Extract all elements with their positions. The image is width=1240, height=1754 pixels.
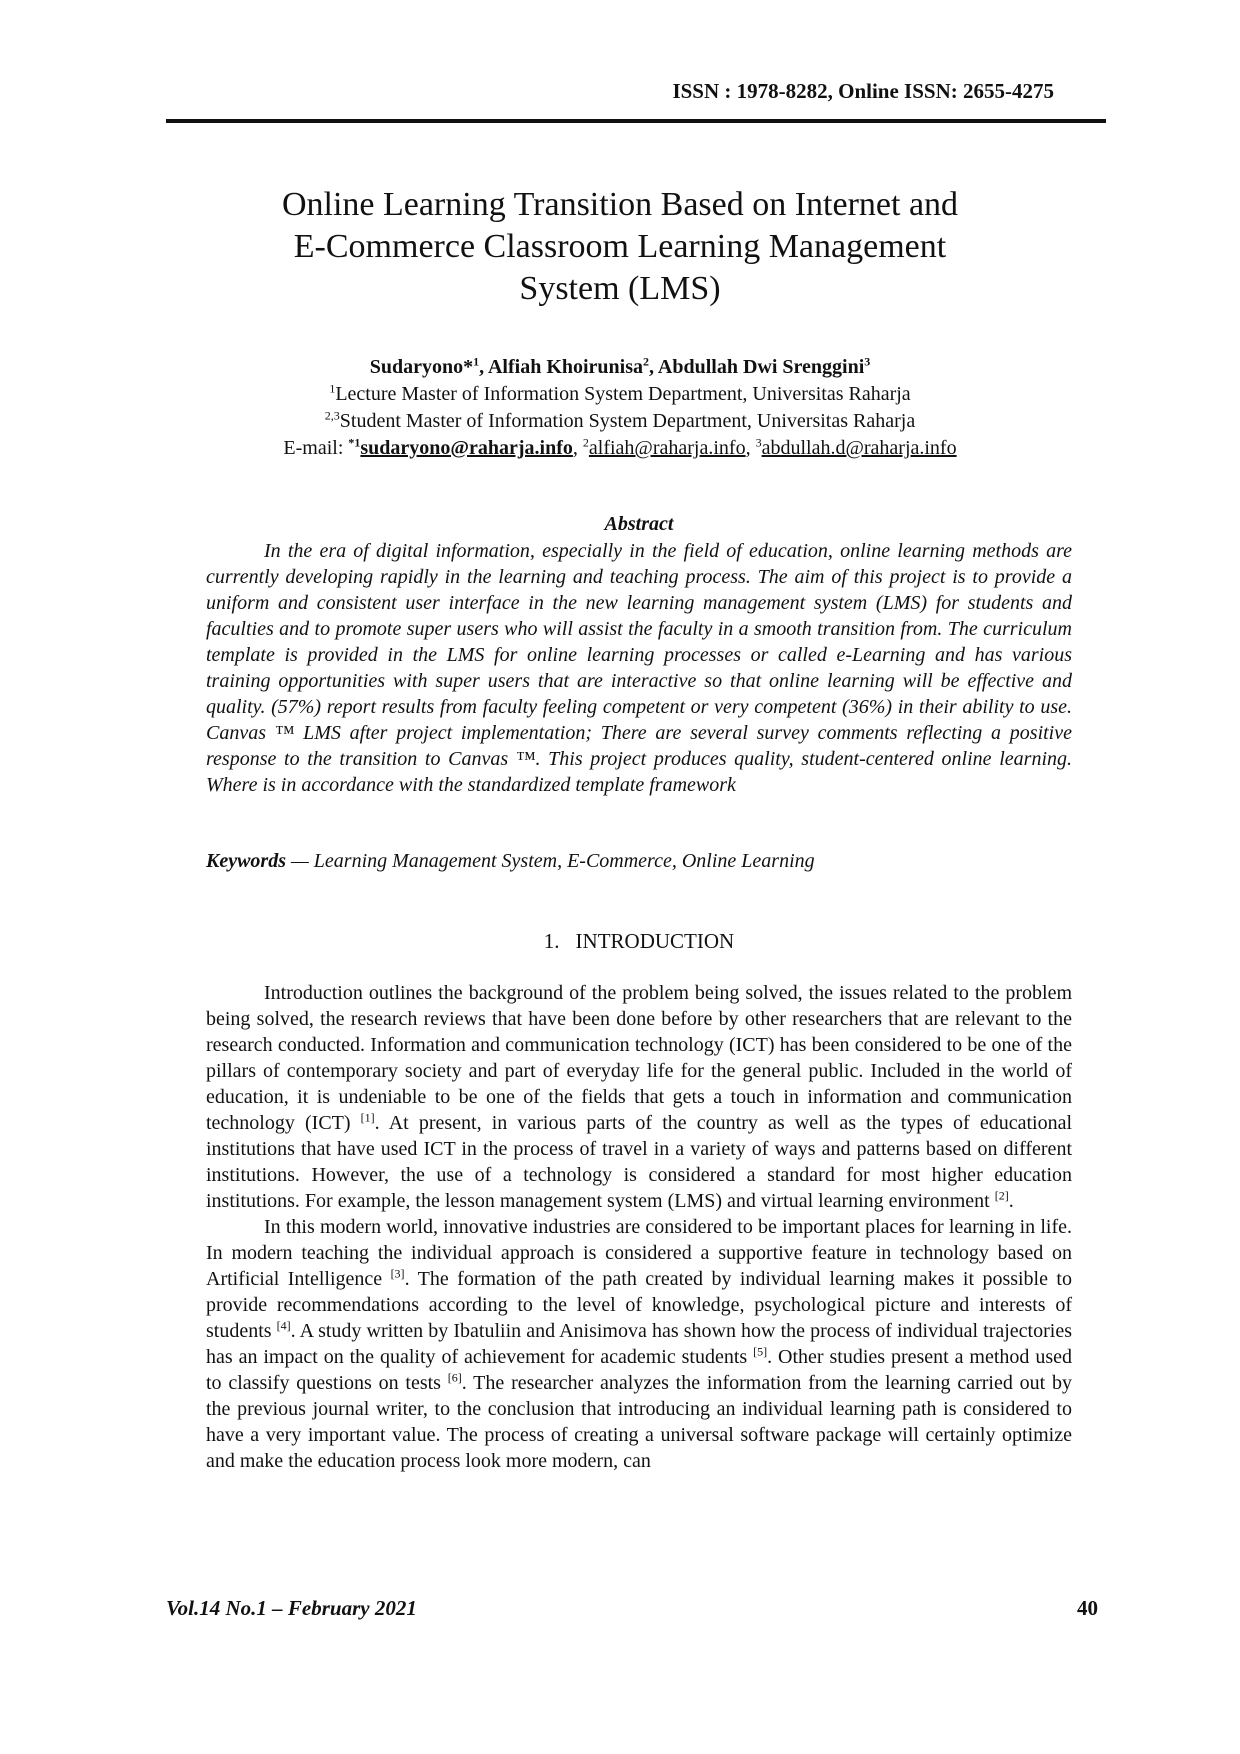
author-2: , Alfiah Khoirunisa [479, 356, 644, 378]
intro-p2-text-e: . The researcher analyzes the information from the learning carried out by the previous journal writer, to the conclusion that introducing an individual learning path is considered to have a very important value. The process of creating a universal software package will certainly optimize and make the education process look more modern, can [206, 1372, 1072, 1472]
email-3-link[interactable]: abdullah.d@raharja.info [761, 437, 957, 459]
email-3-sup: 3 [755, 435, 762, 450]
citation-1: [1] [360, 1110, 375, 1125]
paper-title [200, 184, 1040, 310]
citation-3: [3] [390, 1266, 405, 1281]
author-block [180, 354, 1060, 462]
author-1: Sudaryono* [369, 356, 474, 378]
email-2-link[interactable]: alfiah@raharja.info [588, 437, 746, 459]
intro-p1-text-b: . At present, in various parts of the country as well as the types of educational institutions that have used ICT in the process of travel in a variety of ways and patterns based on different institutions. However, the use of a technology is considered a standard for most higher education institutions. For example, the lesson management system (LMS) and virtual learning environment [206, 1112, 1073, 1212]
keywords-label: Keywords [206, 850, 286, 872]
citation-6: [6] [447, 1370, 462, 1385]
abstract-heading: Abstract [604, 513, 674, 535]
header-rule [166, 119, 1106, 123]
author-3-sup: 3 [864, 354, 871, 369]
email-sep-2: , [745, 437, 756, 459]
affiliation-2 [180, 408, 1060, 435]
footer-volume: Vol.14 No.1 – February 2021 [166, 1596, 417, 1620]
email-sep-1: , [572, 437, 583, 459]
affiliation-2-text: Student Master of Information System Department, Universitas Raharja [339, 410, 916, 432]
email-2-sup: 2 [582, 435, 589, 450]
affiliation-1-sup: 1 [329, 381, 336, 396]
intro-paragraph-2 [206, 1214, 1072, 1474]
affiliation-1-text: Lecture Master of Information System Department, Universitas Raharja [335, 383, 911, 405]
section-heading-introduction [206, 929, 1072, 954]
footer-page-number: 40 [1077, 1596, 1098, 1620]
author-names [180, 354, 1060, 381]
intro-p2-text-d: . Other studies present a method used to classify questions on tests [206, 1346, 1073, 1394]
intro-p2-text-b: . The formation of the path created by individual learning makes it possible to provide recommendations according to the level of knowledge, psychological picture and interests of students [206, 1268, 1072, 1342]
intro-p2-text-c: . A study written by Ibatuliin and Anisimova has shown how the process of individual trajectories has an impact on the quality of achievement for academic students [206, 1320, 1072, 1368]
title-line-1: Online Learning Transition Based on Internet and [281, 186, 959, 223]
title-line-2: E-Commerce Classroom Learning Management [293, 228, 947, 265]
author-3: , Abdullah Dwi Srenggini [649, 356, 865, 378]
email-1-link[interactable]: sudaryono@raharja.info [360, 437, 573, 459]
citation-2: [2] [994, 1188, 1009, 1203]
author-1-sup: 1 [473, 354, 480, 369]
author-2-sup: 2 [643, 354, 650, 369]
keywords-text: — Learning Management System, E-Commerce, Online Learning [286, 850, 815, 872]
section-title: INTRODUCTION [575, 929, 735, 953]
issn-header: ISSN : 1978-8282, Online ISSN: 2655-4275 [672, 79, 1054, 103]
affiliation-1 [180, 381, 1060, 408]
intro-p1-text-c: . [1008, 1190, 1014, 1212]
citation-4: [4] [276, 1318, 291, 1333]
affiliation-2-sup: 2,3 [324, 408, 340, 423]
keywords-line [206, 850, 1072, 873]
email-line [180, 435, 1060, 462]
section-number: 1. [543, 929, 560, 953]
abstract-text: In the era of digital information, especially in the field of education, online learning methods are currently developing rapidly in the learning and teaching process. The aim of this project is to provide a uniform and consistent user interface in the new learning management system (LMS) for students and faculties and to promote super users who will assist the faculty in a smooth transition from. The curriculum template is provided in the LMS for online learning processes or called e-Learning and has various training opportunities with super users that are interactive so that online learning will be effective and quality. (57%) report results from faculty feeling competent or very competent (36%) in their ability to use. Canvas ™ LMS after project implementation; There are several survey comments reflecting a positive response to the transition to Canvas ™. This project produces quality, student-centered online learning. Where is in accordance with the standardized template framework [206, 540, 1072, 796]
email-label: E-mail: [283, 437, 349, 459]
intro-paragraph-1 [206, 980, 1072, 1214]
intro-p1-text-a: Introduction outlines the background of the problem being solved, the issues related to the problem being solved, the research reviews that have been done before by other researchers that are relevant to the research conducted. Information and communication technology (ICT) has been considered to be one of the pillars of contemporary society and part of everyday life for the general public. Included in the world of education, it is undeniable to be one of the fields that gets a touch in information and communication technology (ICT) [206, 982, 1072, 1134]
intro-p2-text-a: In this modern world, innovative industries are considered to be important places for learning in life. In modern teaching the individual approach is considered a supportive feature in technology based on Artificial Intelligence [206, 1216, 1072, 1290]
title-line-3: System (LMS) [519, 270, 721, 307]
introduction-body [206, 980, 1072, 1474]
email-1-sup: *1 [348, 435, 361, 450]
citation-5: [5] [753, 1344, 768, 1359]
